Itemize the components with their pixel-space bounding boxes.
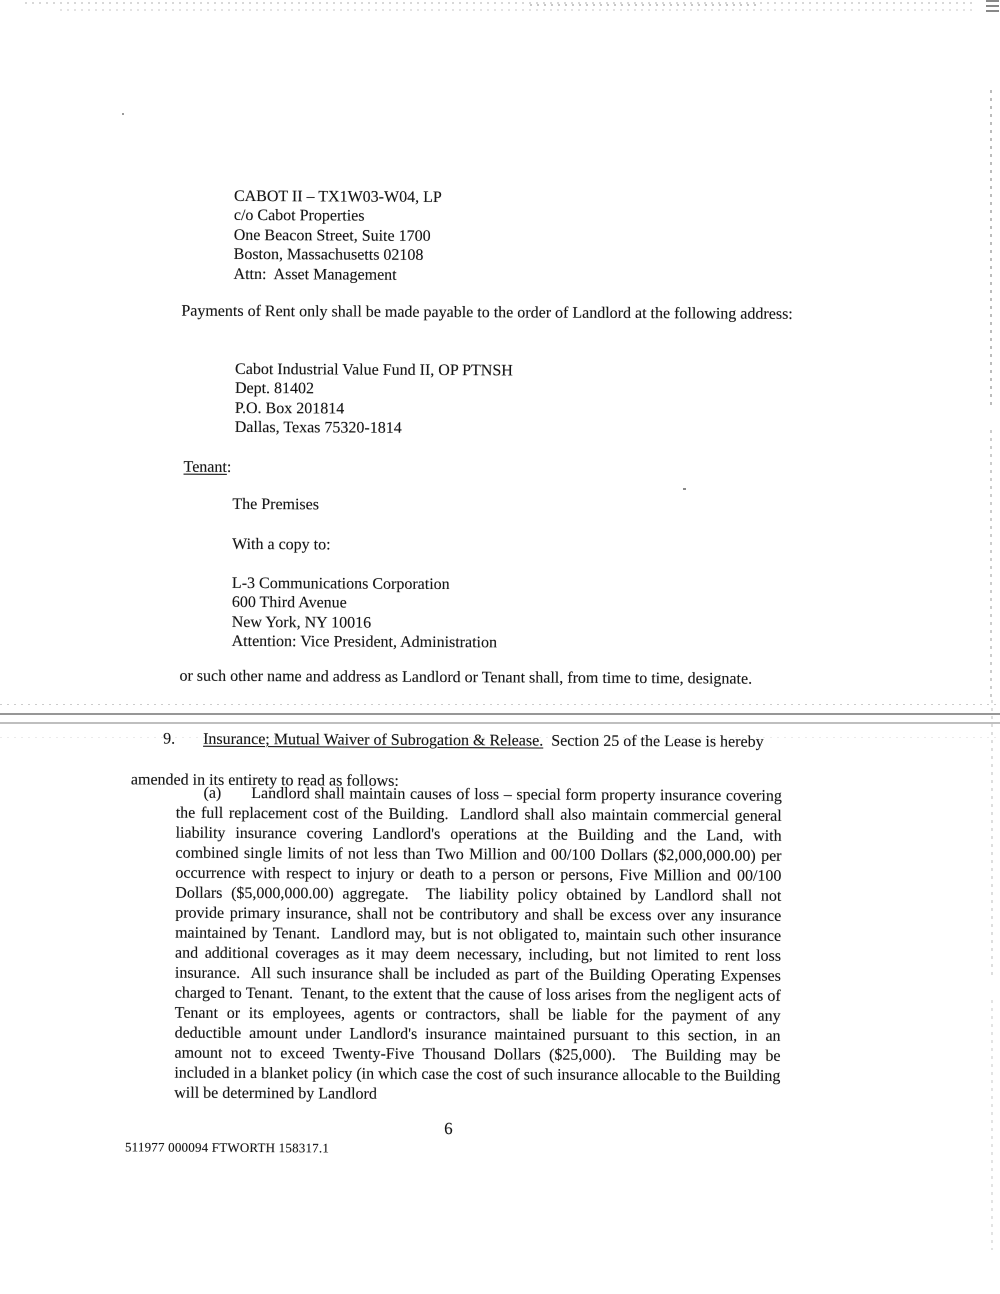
section-9-title: Insurance; Mutual Waiver of Subrogation & Release. [203,730,544,750]
address-line: Boston, Massachusetts 02108 [233,246,424,265]
tenant-heading [184,459,232,477]
subsection-a-text: Landlord shall maintain causes of loss – special form property insurance covering the full replacement cost of the Building. Landlord shall also maintain commercial general liability insurance covering Landlord's operations at the Building and the Land, with combined single limits of not less than Two Million and 00/100 Dollars ($2,000,000.00) per occurrence with respect to injury or death to a person or persons, Five Million and 00/100 Dollars ($5,000,000.00) aggregate. The liability policy obtained by Landlord shall not provide primary insurance, shall not be contributory and shall be excess over any insurance maintained by Tenant. Landlord may, but is not obligated to, maintain such other insurance and additional coverages as it may deem necessary, including, but not limited to rent loss insurance. All such insurance shall be included as part of the Building Operating Expenses charged to Tenant. Tenant, to the extent that the cause of loss arises from the negligent acts of Tenant or its employees, agents or contractors, shall be liable for the payment of any deductible amount under Landlord's insurance maintained pursuant to this section, in an amount not to exceed Twenty-Five Thousand Dollars ($25,000). The Building may be included in a blanket policy (in which case the cost of such insurance allocable to the Building will be determined by Landlord [174,785,786,1103]
document-id-footer: 511977 000094 FTWORTH 158317.1 [124,1139,330,1156]
designate-line: or such other name and address as Landlord or Tenant shall, from time to time, designate. [179,667,753,688]
address-line: L-3 Communications Corporation [231,574,450,594]
payments-paragraph: Payments of Rent only shall be made payable to the order of Landlord at the following address: [181,302,793,323]
address-line: c/o Cabot Properties [233,207,365,226]
section-number: 9. [163,730,176,748]
address-line: One Beacon Street, Suite 1700 [233,226,431,245]
section-9-continuation: amended in its entirety to read as follows: [130,770,399,790]
subsection-a-paragraph [174,764,786,1127]
address-line: Attention: Vice President, Administration [231,633,498,652]
address-line: Cabot Industrial Value Fund II, OP PTNSH [235,360,513,380]
address-line: New York, NY 10016 [231,613,372,632]
page-number: 6 [444,1119,453,1139]
section-9-heading-rest: Section 25 of the Lease is hereby [543,732,764,751]
address-line: Attn: Asset Management [233,265,397,284]
landlord-address-block [234,187,442,285]
premises-line: The Premises [232,495,320,514]
remittance-address-block [235,360,513,439]
address-line: P.O. Box 201814 [234,399,345,418]
subsection-a-label: (a) [203,784,222,802]
copy-to-line: With a copy to: [232,535,331,554]
tenant-copy-address-block [232,574,498,653]
address-line: CABOT II – TX1W03-W04, LP [233,187,442,207]
tenant-heading-colon: : [226,458,232,476]
address-line: 600 Third Avenue [231,594,347,612]
address-line: Dept. 81402 [234,380,315,398]
address-line: Dallas, Texas 75320-1814 [234,419,402,438]
tenant-heading-label: Tenant [183,458,227,476]
